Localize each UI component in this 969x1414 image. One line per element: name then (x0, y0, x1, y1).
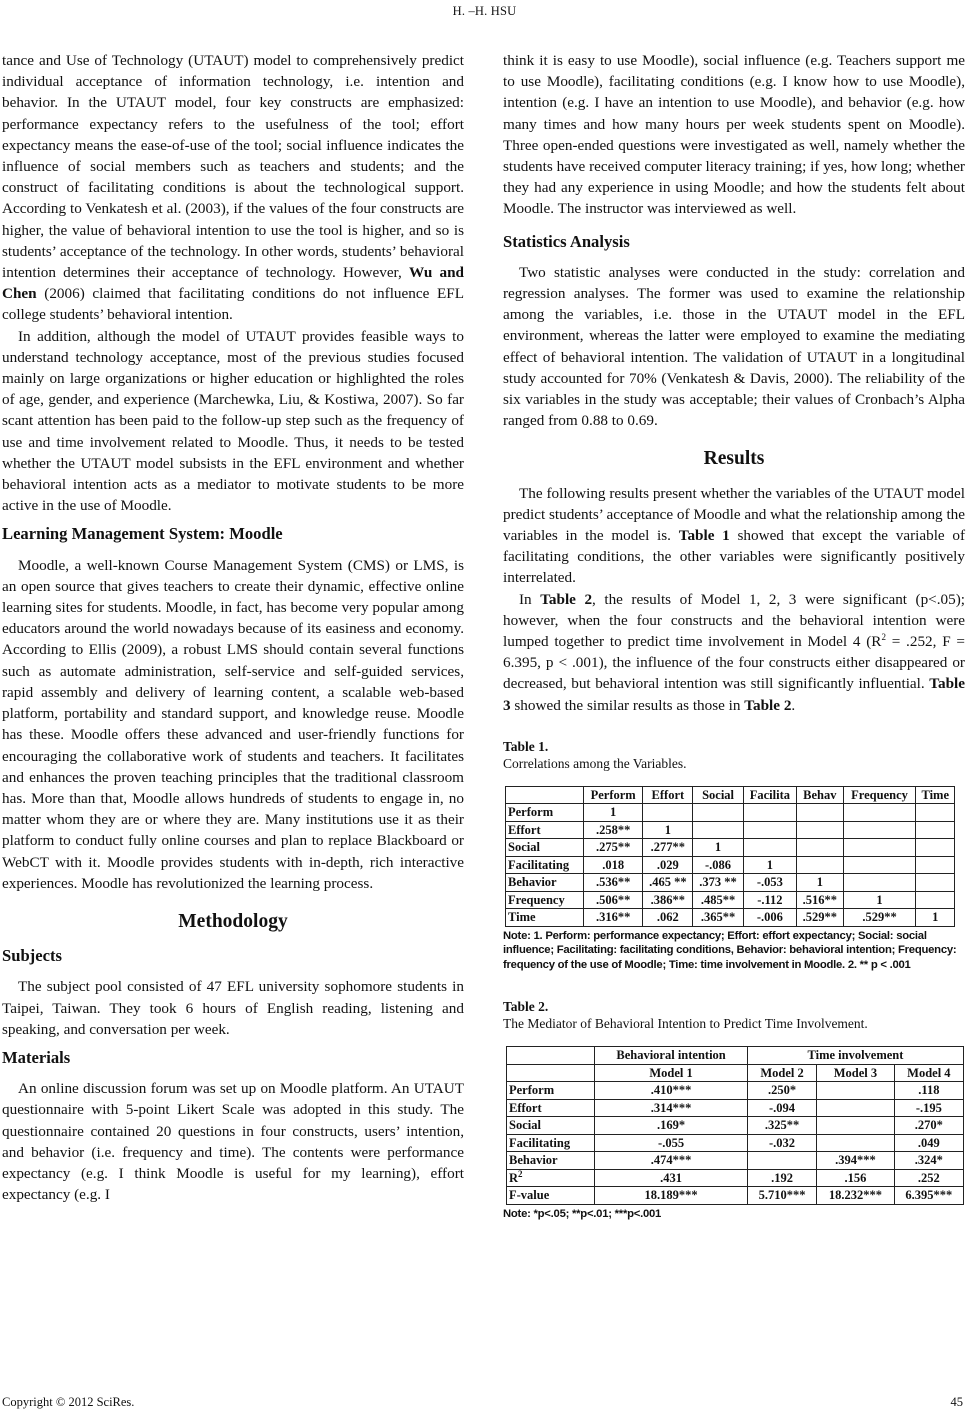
table-group-header-row (507, 1047, 964, 1065)
value-cell (797, 804, 844, 822)
column-header: Social (693, 786, 743, 804)
value-cell: -.055 (595, 1134, 748, 1152)
value-cell: 1 (743, 856, 796, 874)
value-cell: .506** (584, 891, 643, 909)
value-cell: .485** (693, 891, 743, 909)
value-cell: .277** (643, 839, 693, 857)
value-cell: 1 (843, 891, 916, 909)
column-header: Effort (643, 786, 693, 804)
value-cell: .018 (584, 856, 643, 874)
group-header-time-involvement: Time involvement (747, 1047, 963, 1065)
value-cell: .516** (797, 891, 844, 909)
table-reference: Table 3 (503, 675, 966, 714)
value-cell (797, 821, 844, 839)
table-row (507, 1099, 964, 1117)
value-cell (743, 839, 796, 857)
value-cell: 6.395*** (894, 1187, 963, 1205)
paragraph: The subject pool consisted of 47 EFL university sophomore students in Taipei, Taiwan. They took 6 hours of English reading, listening and speaking, and conversation per week. (2, 978, 464, 1038)
value-cell (693, 804, 743, 822)
value-cell (916, 891, 955, 909)
value-cell: 5.710*** (747, 1187, 816, 1205)
value-cell: 1 (693, 839, 743, 857)
page-number: 45 (950, 1395, 963, 1409)
value-cell: 18.232*** (817, 1187, 895, 1205)
value-cell (817, 1099, 895, 1117)
row-label-cell: F-value (507, 1187, 595, 1205)
table-row (506, 839, 955, 857)
value-cell (916, 874, 955, 892)
column-header: Model 3 (817, 1064, 895, 1082)
value-cell (916, 856, 955, 874)
value-cell (643, 804, 693, 822)
table-reference: Table 2 (744, 696, 792, 714)
row-label-cell: Behavior (506, 874, 584, 892)
row-label-cell: Social (507, 1117, 595, 1135)
value-cell: .062 (643, 909, 693, 927)
paragraph: An online discussion forum was set up on Moodle platform. An UTAUT questionnaire with 5-point Likert Scale was adopted in this study. The questionnaire contained 20 questions in four constructs, users’ intention, and behavior (i.e. frequency and time). The contents were performance expectancy (e.g. I think Moodle is useful for my learning), effort expectancy (e.g. I (2, 1080, 464, 1204)
value-cell: .394*** (817, 1152, 895, 1170)
value-cell: .169* (595, 1117, 748, 1135)
column-header: Facilita (743, 786, 796, 804)
column-header: Model 1 (595, 1064, 748, 1082)
value-cell: 1 (584, 804, 643, 822)
table1-title: Correlations among the Variables. (503, 755, 687, 771)
value-cell (843, 874, 916, 892)
table-row (506, 856, 955, 874)
value-cell: .275** (584, 839, 643, 857)
value-cell: .314*** (595, 1099, 748, 1117)
paragraph-text: The following results present whether the variables of the UTAUT model predict students’ acceptance of Moodle and what the relationship among the variables in the model is. (503, 484, 965, 545)
column-header: Behav (797, 786, 844, 804)
paragraph-text: (2006) claimed that facilitating conditions do not influence EFL college students’ behavioral intention. (2, 285, 464, 324)
table-header-row (507, 1064, 964, 1082)
paragraph (2, 50, 464, 326)
column-header: Time (916, 786, 955, 804)
mediator-table (506, 1046, 964, 1205)
row-label-cell: Perform (506, 804, 584, 822)
right-column (503, 50, 965, 1221)
value-cell: .029 (643, 856, 693, 874)
value-cell (916, 821, 955, 839)
value-cell: .325** (747, 1117, 816, 1135)
value-cell (817, 1117, 895, 1135)
row-label-cell: Time (506, 909, 584, 927)
value-cell: -.112 (743, 891, 796, 909)
value-cell (843, 804, 916, 822)
table-row (506, 909, 955, 927)
value-cell: -.094 (747, 1099, 816, 1117)
value-cell: .373 ** (693, 874, 743, 892)
copyright-footer: Copyright © 2012 SciRes. (2, 1395, 135, 1409)
value-cell: 18.189*** (595, 1187, 748, 1205)
subsection-heading-materials: Materials (2, 1047, 71, 1067)
paragraph-text: = .252, F = 6.395, p < .001), the influence of the four constructs either disappeared or decreased, but behavioral intention was still significantly influential. (503, 633, 965, 693)
paragraph: Two statistic analyses were conducted in the study: correlation and regression analyses. The former was used to examine the relationship among the variables, i.e. those in the UTAUT model in the EFL environment, whereas the latter were employed to examine the mediating effect of behavioral intention. The validation of UTAUT in a longitudinal study accounted for 70% (Venkatesh & Davis, 2000). The reliability of the six variables in the study was acceptable; their values of Cronbach’s Alpha ranged from 0.88 to 0.69. (503, 263, 965, 430)
table-row (507, 1134, 964, 1152)
value-cell: .410*** (595, 1082, 748, 1100)
value-cell: .250* (747, 1082, 816, 1100)
running-header: H. –H. HSU (452, 4, 517, 18)
row-label-cell: $R^2$ (507, 1169, 595, 1187)
value-cell: .270* (894, 1117, 963, 1135)
value-cell: .365** (693, 909, 743, 927)
value-cell: .474*** (595, 1152, 748, 1170)
column-header: Model 2 (747, 1064, 816, 1082)
table-reference: Table 2 (540, 590, 593, 608)
paragraph-text: showed the similar results as those in (514, 696, 741, 714)
row-label-cell: Perform (507, 1082, 595, 1100)
paragraph-text: In (519, 590, 532, 608)
column-header (507, 1064, 595, 1082)
value-cell: .258** (584, 821, 643, 839)
row-label-cell: Frequency (506, 891, 584, 909)
paragraph-text: showed that except the variable of facilitating conditions, the other variables were significantly positively interrelated. (503, 527, 966, 587)
section-heading-lms: Learning Management System: Moodle (2, 524, 283, 544)
subsection-heading-subjects: Subjects (2, 946, 62, 966)
empty-corner-cell (507, 1047, 595, 1065)
value-cell: 1 (797, 874, 844, 892)
value-cell: .386** (643, 891, 693, 909)
column-header: Perform (584, 786, 643, 804)
column-header (506, 786, 584, 804)
value-cell: .465 ** (643, 874, 693, 892)
row-label-cell: Behavior (507, 1152, 595, 1170)
value-cell (747, 1152, 816, 1170)
subsection-heading-statistics: Statistics Analysis (503, 231, 630, 251)
table-row (506, 874, 955, 892)
value-cell (843, 821, 916, 839)
table-row (507, 1169, 964, 1187)
paragraph: In addition, although the model of UTAUT provides feasible ways to understand technology acceptance, most of the previous studies focused mainly on large organizations or higher education or highlighted the roles of age, gender, and experience (Marchewka, Liu, & Kostiwa, 2007). So far scant attention has been paid to the follow-up step such as the frequency of use and time involvement related to Moodle. Thus, it needs to be tested whether the UTAUT model subsists in the EFL environment and whether behavioral intention acts as a mediator to motivate students to be more active in the use of Moodle. (2, 327, 464, 515)
section-heading-results: Results (703, 448, 765, 470)
table2-note: Note: *p<.05; **p<.01; ***p<.001 (503, 1207, 662, 1220)
value-cell: .049 (894, 1134, 963, 1152)
table-row (507, 1152, 964, 1170)
value-cell: .118 (894, 1082, 963, 1100)
row-label-cell: Social (506, 839, 584, 857)
value-cell (797, 839, 844, 857)
value-cell: .156 (817, 1169, 895, 1187)
value-cell (797, 856, 844, 874)
left-column (2, 50, 464, 1205)
value-cell (817, 1082, 895, 1100)
column-header: Model 4 (894, 1064, 963, 1082)
value-cell: .431 (595, 1169, 748, 1187)
value-cell: -.032 (747, 1134, 816, 1152)
table-row (507, 1117, 964, 1135)
punctuation: . (791, 696, 796, 714)
paragraph: think it is easy to use Moodle), social influence (e.g. Teachers support me to use Moodle), facilitating conditions (e.g. I know how to use Moodle), intention (e.g. I have an intention to use Moodle), and behavior (e.g. how many times and how many hours per week students spent on Moodle). Three open-ended questions were investigated as well, namely whether the students have received computer literacy training; if yes, how long; whether they had any experience in using Moodle; and how the students felt about Moodle. The instructor was interviewed as well. (503, 52, 965, 218)
table-header-row (506, 786, 955, 804)
table-row (506, 891, 955, 909)
citation-bold: Wu and Chen (2, 264, 464, 303)
value-cell: -.195 (894, 1099, 963, 1117)
value-cell (817, 1134, 895, 1152)
value-cell (843, 856, 916, 874)
correlation-table (505, 786, 955, 927)
group-header-behavioral-intention: Behavioral intention (595, 1047, 748, 1065)
paragraph-text: , the results of Model 1, 2, 3 were significant (p<.05); however, when the four constructs and the behavioral intention were lumped together to predict time involvement in Model 4 (R (503, 590, 966, 651)
paragraph (503, 483, 965, 589)
value-cell: 1 (916, 909, 955, 927)
table1-note: Note: 1. Perform: performance expectancy; Effort: effort expectancy; Social: social influence; Facilitating: facilitating conditions, Behavior: behavioral intention; Frequency: frequency of the use of Moodle; Time: time involvement in Moodle. 2. ** p < .001 (503, 929, 957, 971)
table2-title: The Mediator of Behavioral Intention to Predict Time Involvement. (503, 1016, 868, 1032)
value-cell (743, 804, 796, 822)
value-cell (916, 839, 955, 857)
value-cell: .192 (747, 1169, 816, 1187)
value-cell (916, 804, 955, 822)
value-cell: .529** (843, 909, 916, 927)
row-label-cell: Effort (506, 821, 584, 839)
value-cell: -.086 (693, 856, 743, 874)
value-cell: .316** (584, 909, 643, 927)
table-row (506, 804, 955, 822)
value-cell: .536** (584, 874, 643, 892)
row-label-cell: Facilitating (506, 856, 584, 874)
table-row (507, 1082, 964, 1100)
value-cell: .324* (894, 1152, 963, 1170)
column-header: Frequency (843, 786, 916, 804)
table-reference: Table 1 (678, 527, 730, 545)
paragraph (503, 589, 965, 716)
value-cell (843, 839, 916, 857)
value-cell: .529** (797, 909, 844, 927)
paragraph: Moodle, a well-known Course Management System (CMS) or LMS, is an open source that gives teachers to create their dynamic, effective online learning sites for students. Moodle, in fact, has become very popular among educators around the world nowadays because of its easiness and economy. According to Ellis (2009), a robust LMS should contain several functions such as automate administration, self-service and self-guided services, rapid assembly and delivery of learning content, a scalable web-based platform, portability and standard support, and knowledge reuse. Moodle has these. Moodle offers these advanced and user-friendly functions for encouraging the collaborative work of students and teachers. It facilitates and enhances the proven teaching principles that the traditional classroom has. More than that, Moodle allows hundreds of students to engage in, no matter whom they are or where they are. Many institutions use it as their platform to conduct fully online courses and plan to replace Blackboard or WebCT with it. Moodle provides students with in-depth, rich interactive experiences. Moodle has revolutionized the learning process. (2, 556, 464, 892)
table-row (506, 821, 955, 839)
table2-label: Table 2. (503, 999, 549, 1015)
section-heading-methodology: Methodology (178, 910, 288, 932)
superscript: 2 (881, 632, 886, 643)
value-cell: .252 (894, 1169, 963, 1187)
table-row (507, 1187, 964, 1205)
value-cell (693, 821, 743, 839)
row-label-cell: Facilitating (507, 1134, 595, 1152)
value-cell: -.053 (743, 874, 796, 892)
value-cell (743, 821, 796, 839)
table1-label: Table 1. (503, 738, 549, 754)
row-label-cell: Effort (507, 1099, 595, 1117)
paragraph-text: tance and Use of Technology (UTAUT) model to comprehensively predict individual acceptance of information technology, i.e. intention and behavior. In the UTAUT model, four key constructs are emphasized: performance expectancy refers to the usefulness of the tool; effort expectancy means the ease-of-use of the tool; social influence indicates the influence of social members such as teachers and students; and the construct of facilitating conditions is about the technological support. According to Venkatesh et al. (2003), if the values of the four constructs are higher, the value of behavioral intention to use the tool is higher, and so is students’ acceptance of the technology. In other words, students’ behavioral intention determines their acceptance of technology. However, (2, 52, 464, 282)
value-cell: -.006 (743, 909, 796, 927)
value-cell: 1 (643, 821, 693, 839)
